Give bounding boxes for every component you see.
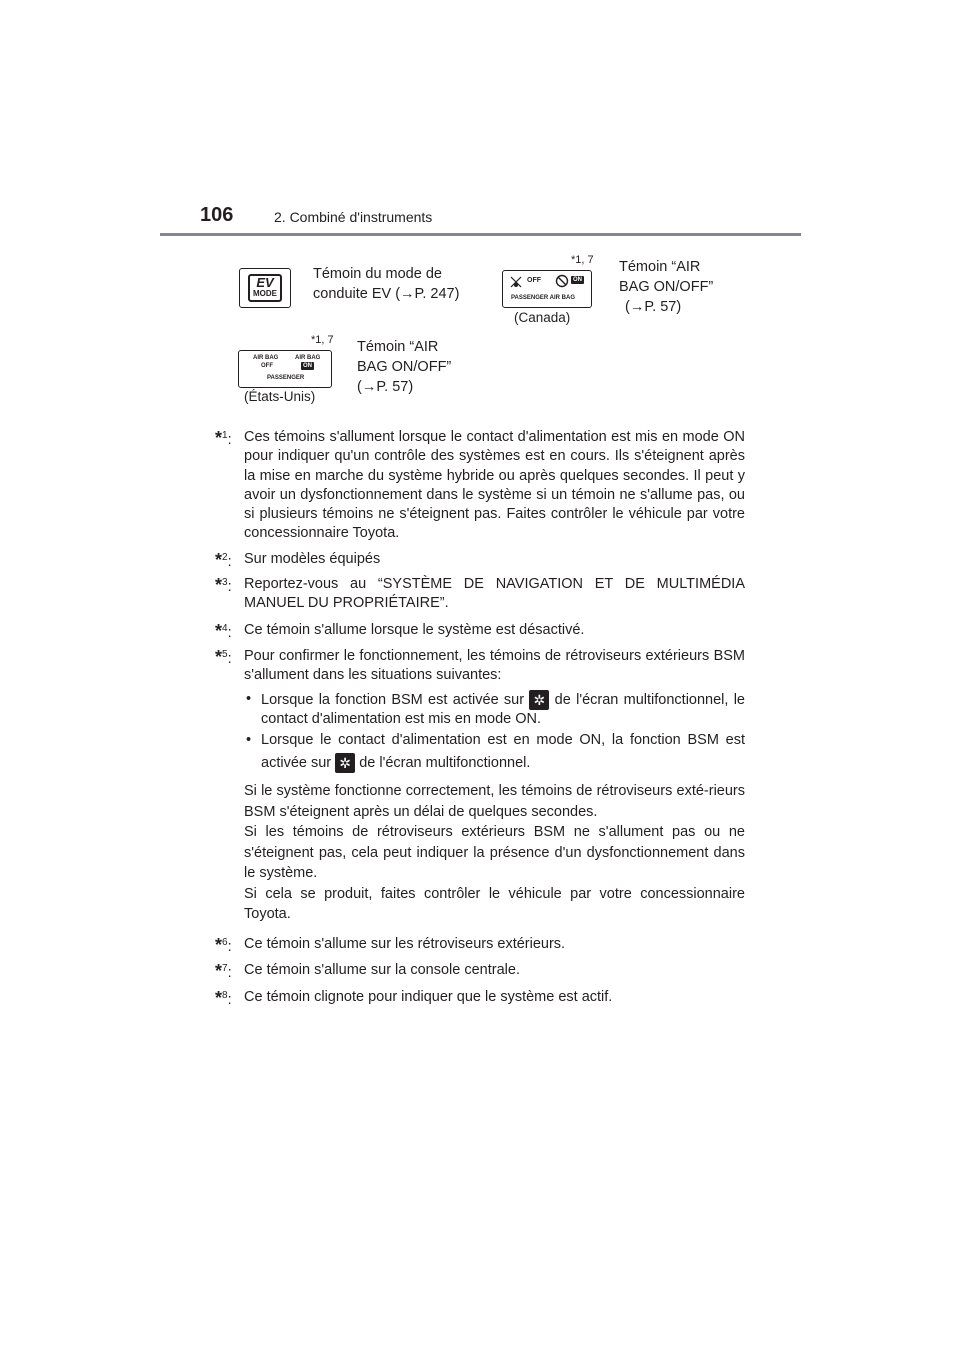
- footnote-4: *$^4$: Ce témoin s'allume lorsque le système est désactivé.: [215, 621, 745, 640]
- settings-gear-icon: ✲: [529, 690, 549, 710]
- footnote-8-text: Ce témoin clignote pour indiquer que le système est actif.: [244, 989, 613, 1005]
- footnote-6-text: Ce témoin s'allume sur les rétroviseurs extérieurs.: [244, 936, 566, 952]
- usa-caption: (États-Unis): [244, 389, 316, 404]
- footnote-2-text: Sur modèles équipés: [244, 551, 381, 567]
- list-item: • Lorsque la fonction BSM est activée sur ✲ de l'écran multifonctionnel, le contact d'alimentation est mis en mode ON.: [246, 690, 745, 727]
- footnote-5-para-3: Si cela se produit, faites contrôler le véhicule par votre concessionnaire Toyota.: [244, 885, 745, 923]
- settings-gear-icon: ✲: [335, 753, 355, 773]
- footnote-5-text: Pour confirmer le fonctionnement, les témoins de rétroviseurs extérieurs BSM s'allument dans les situations suivantes:: [244, 648, 745, 684]
- canada-caption: (Canada): [514, 310, 571, 325]
- footnote-7: *$^7$: Ce témoin s'allume sur la console centrale.: [215, 961, 745, 980]
- footnote-2: *$^2$: Sur modèles équipés: [215, 550, 745, 569]
- header-rule: [160, 233, 801, 236]
- footnote-5-para-2: Si les témoins de rétroviseurs extérieurs BSM ne s'allument pas ou ne s'éteignent pas, cela peut indiquer la présence d'un dysfonctionnement dans le système.: [244, 824, 745, 882]
- footnote-8: *$^8$: Ce témoin clignote pour indiquer que le système est actif.: [215, 988, 745, 1007]
- page-number: 106: [200, 204, 234, 226]
- footnote-1: *$^1$: Ces témoins s'allument lorsque le contact d'alimentation est mis en mode ON pour indiquer qu'un contrôle des systèmes est en cours. Ils s'éteignent après la mise en marche du système hybride ou après quelques secondes. Il peut y avoir un dysfonctionnement dans le système si un témoin ne s'allume pas, ou si plusieurs témoins ne s'éteignent pas. Faites contrôler le véhicule par votre concessionnaire Toyota.: [215, 428, 745, 544]
- footnote-3: *$^3$: Reportez-vous au “SYSTÈME DE NAVIGATION ET DE MULTIMÉDIA MANUEL DU PROPRIÉTAIRE”.: [215, 575, 745, 614]
- canada-footnote-mark: *1, 7: [571, 254, 594, 266]
- no-seat-icon: [555, 274, 569, 288]
- usa-footnote-mark: *1, 7: [311, 334, 334, 346]
- footnote-7-text: Ce témoin s'allume sur la console centrale.: [244, 962, 520, 978]
- ev-mode-icon: EV MODE: [239, 268, 291, 308]
- seat-icon: [509, 275, 523, 289]
- footnote-5: *$^5$: Pour confirmer le fonctionnement, les témoins de rétroviseurs extérieurs BSM s'allument dans les situations suivantes: • Lorsque la fonction BSM est activée sur ✲ de l'écran multifonctionnel, le contact d'alimentation est mis en mode ON. • Lorsque le contact d'alimentation est en mode ON, la fonction BSM est activée sur ✲ de l'écran multifonctionnel. Si le système fonctionne correctement, les témoins de rétroviseurs exté-rieurs BSM s'éteignent après un délai de quelques secondes. Si les témoins de rétroviseurs extérieurs BSM ne s'allument pas ou ne s'éteignent pas, cela peut indiquer la présence d'un dysfonctionnement dans le système. Si cela se produit, faites contrôler le véhicule par votre concessionnaire Toyota.: [215, 647, 745, 925]
- page-header: [200, 204, 800, 236]
- ev-indicator-label: Témoin du mode de conduite EV (→P. 247): [313, 266, 460, 302]
- chapter-title: 2. Combiné d'instruments: [274, 209, 433, 225]
- list-item: • Lorsque le contact d'alimentation est en mode ON, la fonction BSM est activée sur ✲ de l'écran multifonctionnel.: [246, 732, 745, 772]
- usa-indicator-label: Témoin “AIR BAG ON/OFF” (→P. 57): [357, 339, 452, 395]
- footnote-1-text: Ces témoins s'allument lorsque le contact d'alimentation est mis en mode ON pour indiquer qu'un contrôle des systèmes est en cours. Ils s'éteignent après la mise en marche du système hybride ou après quelques secondes. Il peut y avoir un dysfonctionnement dans le système si un témoin ne s'allume pas, ou si plusieurs témoins ne s'éteignent pas. Faites contrôler le véhicule par votre concessionnaire Toyota.: [244, 429, 745, 542]
- footnote-5-bullets: [244, 690, 745, 775]
- canada-indicator-label: Témoin “AIR BAG ON/OFF” (→P. 57): [619, 259, 714, 315]
- footnote-6: *$^6$: Ce témoin s'allume sur les rétroviseurs extérieurs.: [215, 935, 745, 954]
- footnote-5-para-1: Si le système fonctionne correctement, les témoins de rétroviseurs exté-rieurs BSM s'éteignent après un délai de quelques secondes.: [244, 783, 745, 820]
- footnote-3-text: Reportez-vous au “SYSTÈME DE NAVIGATION ET DE MULTIMÉDIA MANUEL DU PROPRIÉTAIRE”.: [244, 576, 745, 612]
- passenger-airbag-icon-usa: AIR BAG OFF AIR BAG ON PASSENGER: [238, 350, 332, 388]
- footnote-4-text: Ce témoin s'allume lorsque le système est désactivé.: [244, 622, 585, 638]
- passenger-airbag-icon-canada: OFF ON PASSENGER AIR BAG: [502, 270, 592, 308]
